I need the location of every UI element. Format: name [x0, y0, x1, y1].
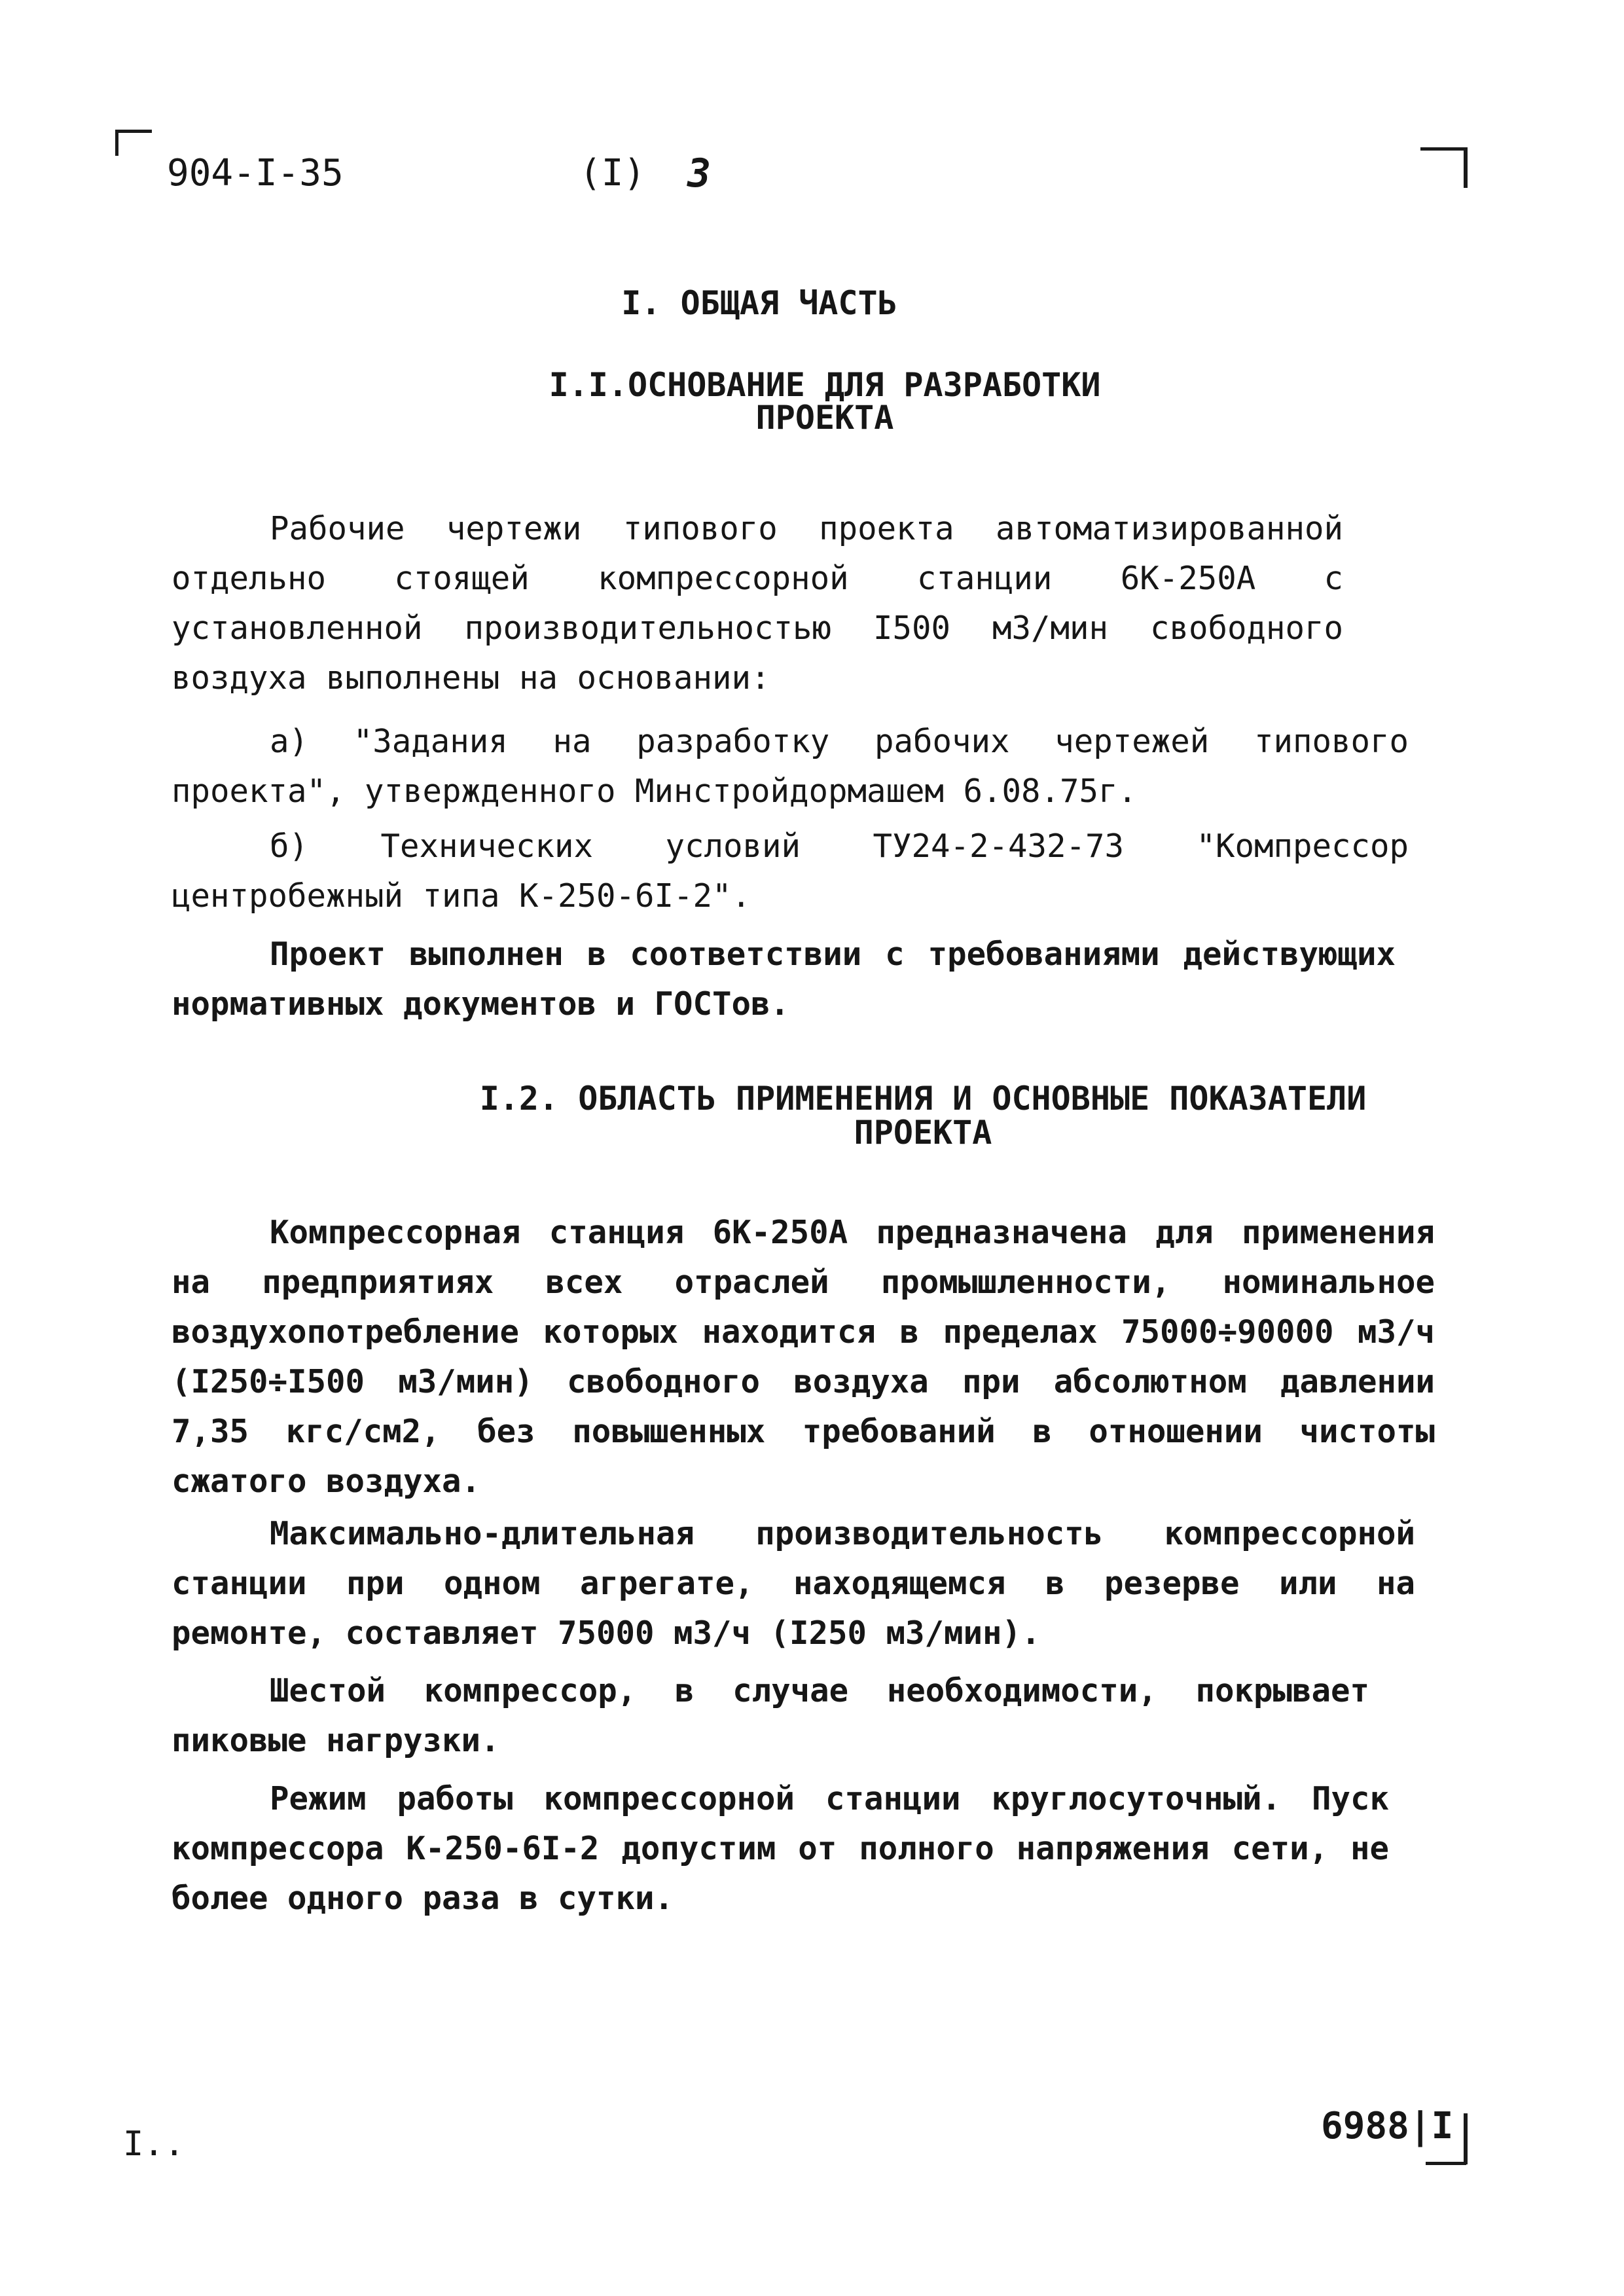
item-a — [171, 717, 1409, 816]
paragraph-sixth-compressor — [171, 1666, 1369, 1766]
sheet-number: 3 — [687, 151, 712, 196]
corner-mark-bottom-right — [1426, 2162, 1466, 2165]
paragraph-operating-mode — [171, 1774, 1389, 1923]
paragraph-compliance-text: Проект выполнен в соответствии с требованиями действующих нормативных документов и ГОСТов. — [171, 936, 1396, 1023]
corner-mark-bottom-right-stem — [1464, 2113, 1468, 2164]
subsection-1-1-heading-line2: ПРОЕКТА — [755, 399, 894, 437]
subsection-1-2-heading-line1: I.2. ОБЛАСТЬ ПРИМЕНЕНИЯ И ОСНОВНЫЕ ПОКАЗАТЕЛИ — [479, 1080, 1367, 1118]
item-b-text: б) Технических условий ТУ24-2-432-73 "Компрессор центробежный типа К-250-6I-2". — [171, 828, 1409, 915]
corner-mark-top-left-stem — [115, 130, 118, 156]
corner-mark-top-left — [115, 130, 152, 133]
paragraph-basis — [171, 504, 1343, 703]
paragraph-capacity-text: Максимально-длительная производительность компрессорной станции при одном агрегате, находящемся в резерве или на ремонте, составляет 75000 м3/ч (I250 м3/мин). — [171, 1515, 1415, 1652]
paragraph-operating-mode-text: Режим работы компрессорной станции круглосуточный. Пуск компрессора К-250-6I-2 допустим от полного напряжения сети, не более одного раза в сутки. — [171, 1780, 1389, 1917]
document-code: 904-I-35 — [167, 152, 344, 194]
document-part: (I) — [579, 152, 646, 194]
subsection-1-2-heading-line2: ПРОЕКТА — [854, 1114, 992, 1152]
paragraph-sixth-compressor-text: Шестой компрессор, в случае необходимости, покрывает пиковые нагрузки. — [171, 1672, 1369, 1759]
item-a-text: а) "Задания на разработку рабочих чертежей типового проекта", утвержденного Минстройдормашем 6.08.75г. — [171, 723, 1409, 810]
paragraph-purpose — [171, 1208, 1435, 1506]
subsection-1-1-heading-line1: I.I.ОСНОВАНИЕ ДЛЯ РАЗРАБОТКИ — [549, 366, 1101, 404]
section-heading: I. ОБЩАЯ ЧАСТЬ — [621, 284, 897, 322]
corner-mark-top-right-stem — [1464, 147, 1468, 188]
item-b — [171, 822, 1409, 921]
paragraph-compliance — [171, 930, 1396, 1029]
footer-mark: I.. — [123, 2124, 185, 2164]
paragraph-capacity — [171, 1509, 1415, 1658]
corner-mark-top-right — [1420, 147, 1466, 151]
footer-document-number: 6988|I — [1321, 2105, 1454, 2147]
paragraph-purpose-text: Компрессорная станция 6К-250А предназначена для применения на предприятиях всех отраслей промышленности, номинальное воздухопотребление которых находится в пределах 75000÷90000 м3/ч (I250÷I500 м3/мин) свободного воздуха при абсолютном давлении 7,35 кгс/см2, без повышенных требований в отношении чистоты сжатого воздуха. — [171, 1214, 1435, 1500]
paragraph-basis-text: Рабочие чертежи типового проекта автоматизированной отдельно стоящей компрессорной станции 6К-250А с установленной производительностью I500 м3/мин свободного воздуха выполнены на основании: — [171, 510, 1343, 697]
